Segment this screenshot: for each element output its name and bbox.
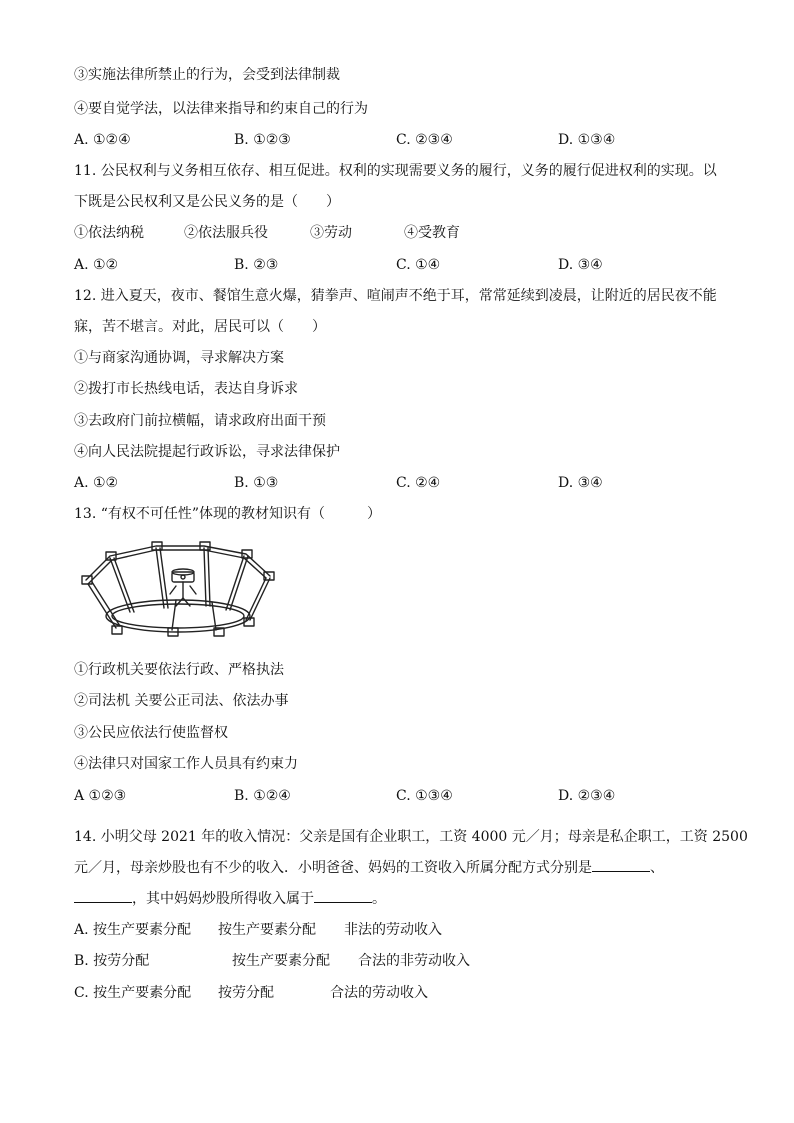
q13-statement-3: ③公民应依法行使监督权	[74, 725, 228, 741]
q13-statement-2: ②司法机 关要公正司法、依法办事	[74, 693, 289, 709]
q11-items	[74, 224, 734, 242]
q11-item-2: ②依法服兵役	[184, 225, 268, 241]
q14-stem-line2	[74, 859, 664, 877]
q11-item-1: ①依法纳税	[74, 225, 144, 241]
q12-option-d[interactable]: D. ③④	[558, 475, 603, 491]
q13-statement-4: ④法律只对国家工作人员具有约束力	[74, 756, 298, 772]
q14-option-c-label: C. 按生产要素分配	[74, 985, 192, 1001]
q11-stem-line1: 11. 公民权利与义务相互依存、相互促进。权利的实现需要义务的履行，义务的履行促进权利的实现。以	[74, 163, 717, 179]
q11-item-3: ③劳动	[310, 225, 352, 241]
q14-stem-line3-end: 。	[372, 891, 386, 907]
q14-option-b-c: 合法的非劳动收入	[358, 953, 470, 969]
q13-option-d[interactable]: D. ②③④	[558, 788, 616, 804]
q12-stem-line2: 寐，苦不堪言。对此，居民可以（ ）	[74, 319, 326, 335]
q10-option-a[interactable]: A. ①②④	[74, 132, 131, 148]
q10-statement-3: ③实施法律所禁止的行为，会受到法律制裁	[74, 67, 340, 83]
q14-stem-line3-text: ，其中妈妈炒股所得收入属于	[132, 891, 314, 907]
q14-stem-line2-text: 元／月，母亲炒股也有不少的收入．小明爸爸、妈妈的工资收入所属分配方式分别是	[74, 860, 592, 876]
q11-option-d[interactable]: D. ③④	[558, 257, 603, 273]
q14-option-b[interactable]	[74, 952, 734, 970]
q11-option-c[interactable]: C. ①④	[396, 257, 441, 273]
q12-statement-3: ③去政府门前拉横幅，请求政府出面干预	[74, 413, 326, 429]
q12-statement-1: ①与商家沟通协调，寻求解决方案	[74, 350, 284, 366]
q14-blank-1[interactable]	[592, 859, 650, 872]
q11-options	[74, 256, 734, 274]
q14-option-a-c: 非法的劳动收入	[344, 922, 442, 938]
q11-option-a[interactable]: A. ①②	[74, 257, 119, 273]
q14-option-c-c: 合法的劳动收入	[330, 985, 428, 1001]
q13-option-a[interactable]: A ①②③	[74, 788, 127, 804]
q14-option-b-b: 按生产要素分配	[232, 953, 330, 969]
q12-stem-line1: 12. 进入夏天，夜市、餐馆生意火爆，猜拳声、喧闹声不绝于耳，常常延续到凌晨，让附近的居民夜不能	[74, 288, 717, 304]
q13-option-b[interactable]: B. ①②④	[234, 788, 291, 804]
q14-stem-line3	[74, 890, 386, 908]
power-cage-illustration-icon	[76, 540, 276, 642]
q14-option-a-label: A. 按生产要素分配	[74, 922, 192, 938]
q13-stem: 13. “有权不可任性”体现的教材知识有（ ）	[74, 506, 382, 522]
q10-option-b[interactable]: B. ①②③	[234, 132, 291, 148]
q14-option-a-b: 按生产要素分配	[218, 922, 316, 938]
q13-options	[74, 787, 734, 805]
q10-options	[74, 131, 734, 149]
q12-options	[74, 474, 734, 492]
q11-stem-line2: 下既是公民权利又是公民义务的是（ ）	[74, 194, 340, 210]
q14-stem-line1: 14. 小明父母 2021 年的收入情况：父亲是国有企业职工，工资 4000 元／月；母亲是私企职工，工资 2500	[74, 829, 748, 845]
q10-option-c[interactable]: C. ②③④	[396, 132, 453, 148]
q13-statement-1: ①行政机关要依法行政、严格执法	[74, 662, 284, 678]
q10-option-d[interactable]: D. ①③④	[558, 132, 616, 148]
q14-option-c[interactable]	[74, 984, 734, 1002]
q12-option-a[interactable]: A. ①②	[74, 475, 119, 491]
q14-option-c-b: 按劳分配	[218, 985, 274, 1001]
q10-statement-4: ④要自觉学法，以法律来指导和约束自己的行为	[74, 101, 368, 117]
q12-option-c[interactable]: C. ②④	[396, 475, 441, 491]
q14-option-b-label: B. 按劳分配	[74, 953, 150, 969]
q12-statement-4: ④向人民法院提起行政诉讼，寻求法律保护	[74, 444, 340, 460]
q13-option-c[interactable]: C. ①③④	[396, 788, 453, 804]
q14-option-a[interactable]	[74, 921, 734, 939]
q12-option-b[interactable]: B. ①③	[234, 475, 279, 491]
q14-blank-3[interactable]	[314, 890, 372, 903]
q11-item-4: ④受教育	[404, 225, 460, 241]
q14-blank-2[interactable]	[74, 890, 132, 903]
q14-stem-line2-sep: 、	[650, 860, 664, 876]
q12-statement-2: ②拨打市长热线电话，表达自身诉求	[74, 381, 298, 397]
q11-option-b[interactable]: B. ②③	[234, 257, 279, 273]
